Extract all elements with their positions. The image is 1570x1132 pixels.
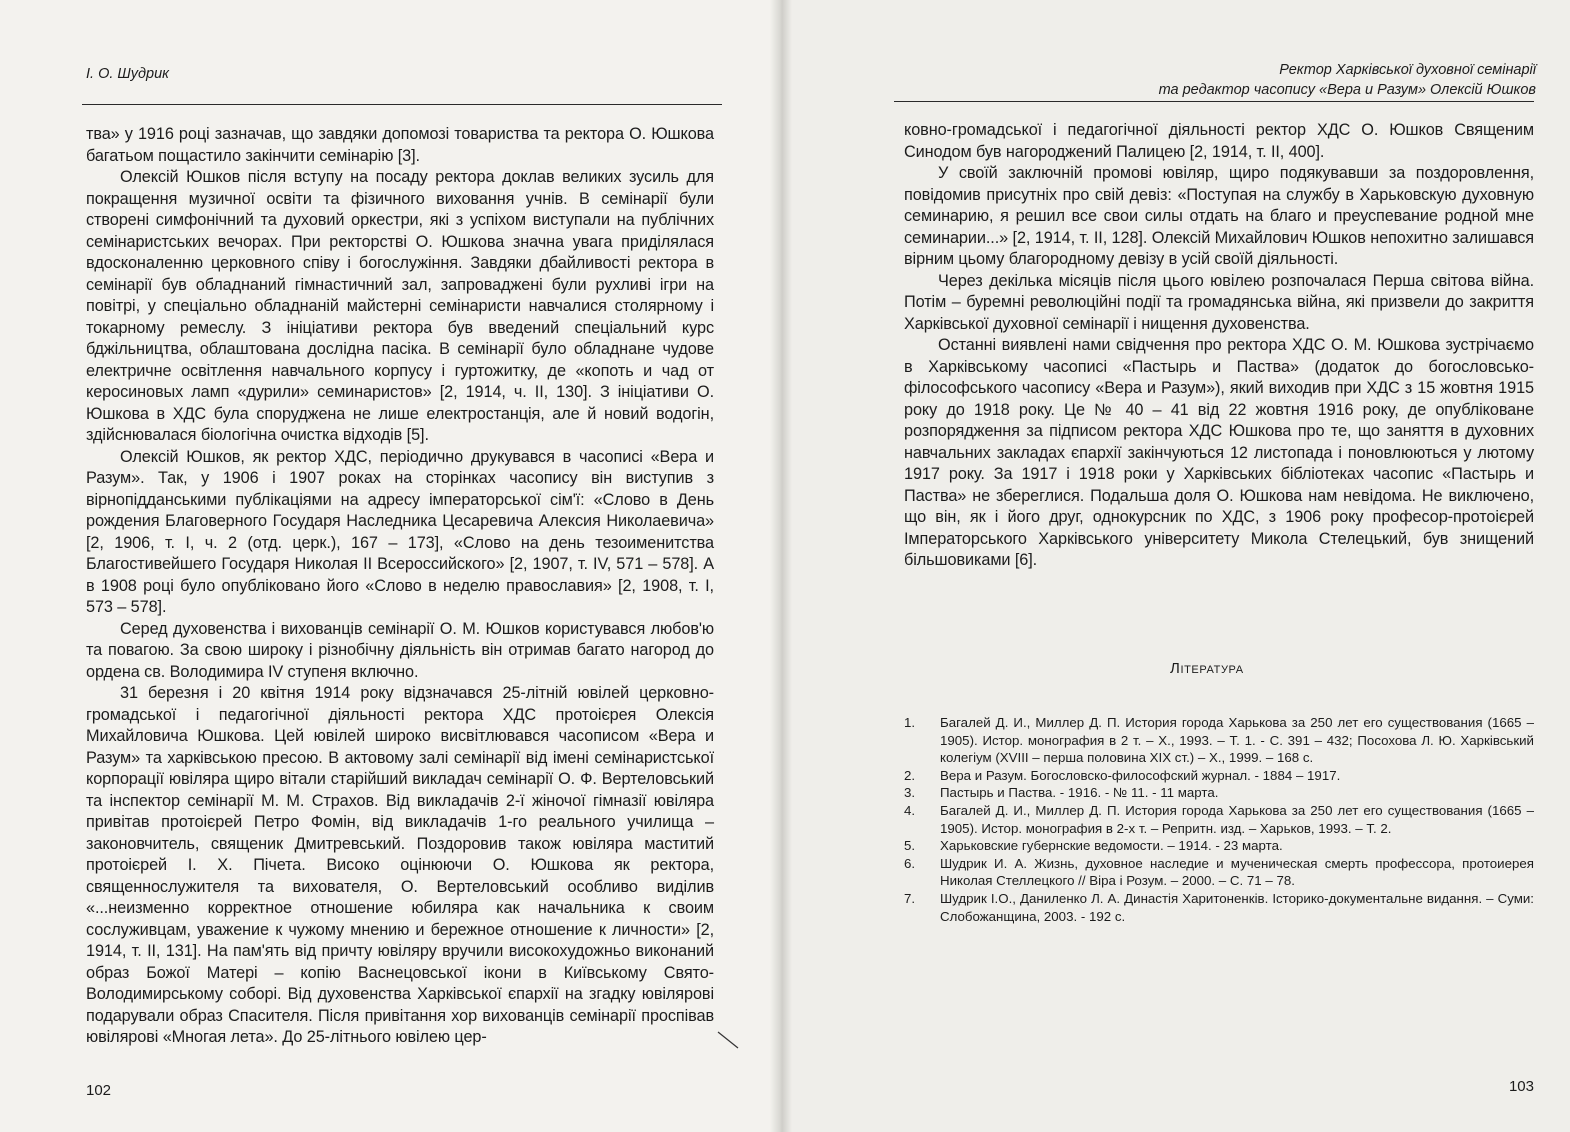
left-body-text — [86, 124, 714, 1049]
reference-item — [904, 837, 1534, 855]
left-running-head: І. О. Шудрик — [86, 66, 170, 82]
paragraph: Через декілька місяців після цього ювілею розпочалася Перша світова війна. Потім – буремні революційні події та громадянська війна, які призвели до закриття Харківської духовної семінарії і нищення духовенства. — [904, 271, 1534, 333]
paragraph: тва» у 1916 році зазначав, що завдяки допомозі товариства та ректора О. Юшкова багатьом пощастило закінчити семінарію [3]. — [86, 125, 714, 165]
reference-number: 1. — [904, 715, 916, 730]
paragraph: У своїй заключній промові ювіляр, щиро подякувавши за поздоровлення, повідомив присутніх про свій девіз: «Поступая на службу в Харьковскую духовную семинарию, я решил все свои силы отдать на благо и преуспевание родной мне семинарии...» [2, 1914, т. ІІ, 128]. Олексій Михайлович Юшков непохитно залишався вірним цьому благородному девізу в усій своїй діяльності. — [904, 164, 1534, 268]
right-page-number: 103 — [1508, 1078, 1534, 1095]
right-header-rule — [894, 101, 1534, 102]
book-gutter — [770, 0, 792, 1132]
reference-item — [904, 890, 1534, 925]
reference-item — [904, 855, 1534, 890]
reference-text: Вера и Разум. Богословско-философский журнал. - 1884 – 1917. — [940, 767, 1341, 783]
reference-number: 6. — [904, 855, 916, 871]
paragraph: Серед духовенства і вихованців семінарії О. М. Юшков користувався любов'ю та повагою. За свою широку і різнобічну діяльність він отримав багато нагород до ордена св. Володимира IV ступеня включно. — [86, 619, 714, 681]
left-header-rule — [82, 104, 722, 105]
running-head-line: та редактор часопису «Вера и Разум» Олексій Юшков — [1158, 82, 1536, 98]
paragraph: Олексій Юшков після вступу на посаду ректора доклав великих зусиль для покращення музичної освіти та фізичного виховання учнів. В семінарії були створені симфонічний та духовий оркестри, які з успіхом виступали на публічних семінаристських вечорах. При ректорстві О. Юшкова значна увага приділялася вдосконаленню церковного співу і богослужіння. Завдяки дбайливості ректора в семінарії був обладнаний гімнастичний зал, запроваджені були рухливі ігри на повітрі, у спеціально обладнаній майстерні семінаристи навчалися столярному і токарному ремеслу. З ініціативи ректора був введений спеціальний курс бджільництва, облаштована дослідна пасіка. В семінарії було обладнане чудове електричне освітлення навчального корпусу і гуртожитку, де «копоть и чад от керосиновых ламп «дурили» семинаристов» [2, 1914, ч. ІІ, 130]. З ініціативи О. Юшкова в ХДС була споруджена не лише електростанція, але й новий водогін, здійснювалася біологічна очистка відходів [5]. — [86, 168, 714, 444]
running-head-line: Ректор Харківської духовної семінарії — [1279, 62, 1536, 78]
literature-heading: Література — [1170, 660, 1244, 677]
left-page-number: 102 — [86, 1082, 112, 1099]
paragraph: Олексій Юшков, як ректор ХДС, періодично друкувався в часописі «Вера и Разум». Так, у 1906 і 1907 роках на сторінках часопису він виступив з вірнопідданськими публікаціями на адресу імператорської сім'ї: «Слово в День рождения Благоверного Государя Наследника Цесаревича Алексия Николаевича» [2, 1906, т. І, ч. 2 (отд. церк.), 167 – 173], «Слово на день тезоименитства Благостивейшего Государя Николая ІІ Всероссийского» [2, 1907, т. IV, 571 – 578]. А в 1908 році було опубліковано його «Слово в неделю православия» [2, 1908, т. І, 573 – 578]. — [86, 447, 714, 616]
reference-text: Багалей Д. И., Миллер Д. П. История города Харькова за 250 лет его существования (1665 – 1905). Истор. монография в 2 т. – Х., 1993. – Т. 1. - С. 391 – 432; Посохова Л. Ю. Харківський колегіум (XVIII – перша половина XIX ст.) – Х., 1999. – 168 с. — [940, 715, 1534, 766]
reference-item — [904, 714, 1534, 767]
reference-number: 7. — [904, 890, 916, 906]
reference-text: Харьковские губернские ведомости. – 1914. - 23 марта. — [940, 838, 1283, 854]
right-page — [778, 0, 1570, 1132]
right-body-text — [904, 120, 1534, 572]
paragraph: 31 березня і 20 квітня 1914 року відзначався 25-літній ювілей церковно-громадської і педагогічної діяльності ректора ХДС протоієрея Олексія Михайловича Юшкова. Цей ювілей широко висвітлювався часописом «Вера и Разум» та харківською пресою. В актовому залі семінарії від імені семінаристської корпорації ювіляра щиро вітали старійший викладач семінарії О. Ф. Вертеловський та інспектор семінарії М. М. Страхов. Від викладачів 2-ї жіночої гімназії ювіляра привітав протоієрей Петро Фомін, від викладачів 1-го реального училища – законовчитель, священик Дмитревський. Поздоровив також ювіляра маститий протоієрей І. Х. Пічета. Високо оцінюючи О. Юшкова як ректора, священнослужителя та вихователя, О. Вертеловський особливо виділив «...неизменно корректное отношение юбиляра как начальника к своим сослуживцам, уважение к чужому мнению и бережное отношение к личности» [2, 1914, т. ІІ, 131]. На пам'ять від причту ювіляру вручили високохудожньо виконаний образ Божої Матері – копію Васнецовської ікони в Київському Свято-Володимирському соборі. Від духовенства Харківської єпархії на згадку ювілярові подарували образ Спасителя. Після привітання хор вихованців семінарії проспівав ювілярові «Многая лета». До 25-літнього ювілею цер- — [86, 684, 714, 1046]
reference-number: 5. — [904, 838, 916, 854]
reference-number: 3. — [904, 785, 916, 801]
pen-mark-icon — [716, 1030, 742, 1052]
reference-text: Багалей Д. И., Миллер Д. П. История города Харькова за 250 лет его существования (1665 – 1905). Истор. монография в 2-х т. – Репритн. изд. – Харьков, 1993. – Т. 2. — [940, 802, 1534, 836]
paragraph: Останні виявлені нами свідчення про ректора ХДС О. М. Юшкова зустрічаємо в Харківському часописі «Пастырь и Паства» (додаток до богословсько-філософського часопису «Вера и Разум»), який виходив при ХДС з 15 жовтня 1915 року до 1918 року. Це № 40 – 41 від 22 жовтня 1916 року, де опубліковане розпорядження за підписом ректора ХДС Юшкова про те, що заняття в духовних навчальних закладах єпархії закінчуються 12 листопада і поновлюються у лютому 1917 року. За 1917 і 1918 роки у Харківських бібліотеках часопис «Пастырь и Паства» не збереглися. Подальша доля О. Юшкова нам невідома. Не виключено, що він, як і його друг, однокурсник по ХДС, з 1906 року професор-протоієрей Імператорського Харківського університету Микола Стелецький, був знищений більшовиками [6]. — [904, 336, 1534, 569]
paragraph: ковно-громадської і педагогічної діяльності ректор ХДС О. Юшков Священим Синодом був нагороджений Палицею [2, 1914, т. ІІ, 400]. — [904, 121, 1534, 161]
reference-item — [904, 767, 1534, 785]
left-page — [0, 0, 778, 1132]
reference-text: Шудрик И. А. Жизнь, духовное наследие и мученическая смерть профессора, протоиерея Николая Стеллецкого // Віра і Розум. – 2000. – С. 71 – 78. — [940, 855, 1534, 889]
reference-text: Шудрик І.О., Даниленко Л. А. Династія Харитоненків. Історико-документальне видання. – Суми: Слобожанщина, 2003. - 192 с. — [940, 890, 1534, 924]
reference-item — [904, 784, 1534, 802]
reference-item — [904, 802, 1534, 837]
reference-text: Пастырь и Паства. - 1916. - № 11. - 11 марта. — [940, 785, 1219, 801]
reference-number: 4. — [904, 802, 916, 818]
right-running-head — [1159, 60, 1536, 100]
reference-number: 2. — [904, 767, 916, 783]
reference-list — [904, 714, 1534, 925]
